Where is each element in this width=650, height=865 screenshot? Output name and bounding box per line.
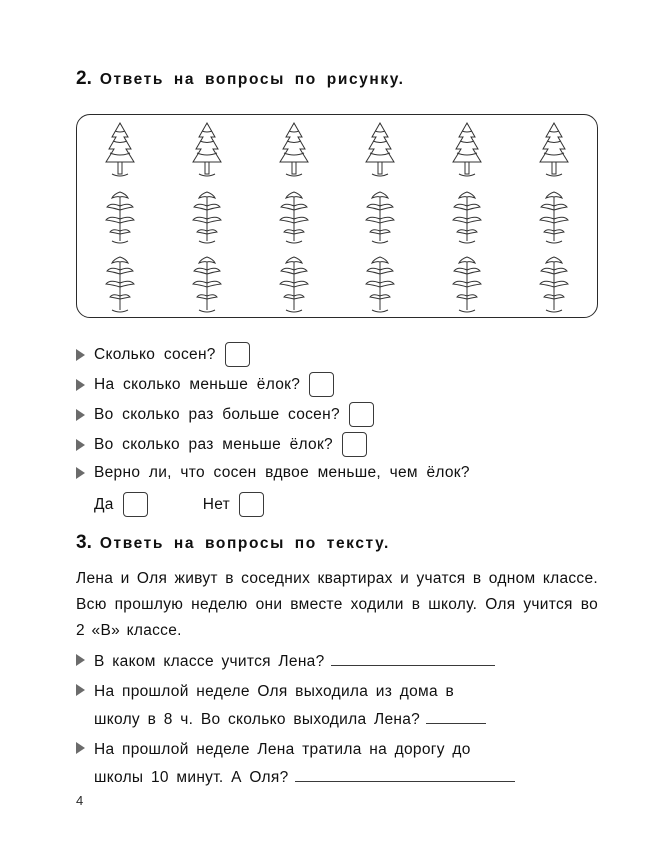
yes-checkbox[interactable] xyxy=(123,492,148,517)
page-number: 4 xyxy=(76,793,84,808)
pine-tree-icon xyxy=(98,186,142,246)
question-item xyxy=(76,402,374,427)
fir-tree-icon xyxy=(532,119,576,179)
question-body xyxy=(94,678,486,734)
no-checkbox[interactable] xyxy=(239,492,264,517)
question-text-line-1: На прошлой неделе Лена тратила на дорогу до xyxy=(94,741,471,758)
question-item xyxy=(76,342,250,367)
question-text-line-2: школы 10 минут. А Оля? xyxy=(94,769,289,786)
fir-tree-icon xyxy=(272,119,316,179)
answer-box[interactable] xyxy=(349,402,374,427)
no-label: Нет xyxy=(202,495,231,513)
question-text-line-2: школу в 8 ч. Во сколько выходила Лена? xyxy=(94,711,421,728)
answer-line[interactable] xyxy=(426,710,486,724)
question-text: В каком классе учится Лена? xyxy=(94,653,325,670)
tree-grid xyxy=(77,115,597,317)
answer-box[interactable] xyxy=(309,372,334,397)
pine-tree-icon xyxy=(445,186,489,246)
triangle-bullet-icon xyxy=(76,684,85,696)
triangle-bullet-icon xyxy=(76,379,85,391)
pine-tree-icon xyxy=(272,186,316,246)
question-text: Во сколько раз больше сосен? xyxy=(94,405,340,423)
question-item xyxy=(76,372,334,397)
question-item xyxy=(76,736,598,792)
task-2-number: 2. xyxy=(76,68,92,89)
question-item xyxy=(76,432,367,457)
task-2-heading xyxy=(76,68,404,90)
triangle-bullet-icon xyxy=(76,654,85,666)
question-item xyxy=(76,464,470,482)
task-3-title: Ответь на вопросы по тексту. xyxy=(99,535,390,552)
triangle-bullet-icon xyxy=(76,349,85,361)
pine-tree-icon xyxy=(445,252,489,314)
task-3-heading xyxy=(76,532,390,554)
pine-tree-icon xyxy=(358,252,402,314)
triangle-bullet-icon xyxy=(76,742,85,754)
pine-tree-icon xyxy=(98,252,142,314)
pine-tree-icon xyxy=(272,252,316,314)
fir-tree-icon xyxy=(445,119,489,179)
pine-tree-icon xyxy=(532,186,576,246)
question-item xyxy=(76,648,598,676)
answer-line[interactable] xyxy=(331,652,495,666)
fir-tree-icon xyxy=(185,119,229,179)
yes-no-row xyxy=(94,492,264,517)
pine-tree-icon xyxy=(358,186,402,246)
question-text-line-1: На прошлой неделе Оля выходила из дома в xyxy=(94,683,455,700)
task-3-paragraph: Лена и Оля живут в соседних квартирах и учатся в одном классе. Всю прошлую неделю они вместе ходили в школу. Оля учится во 2 «В» классе. xyxy=(76,570,598,639)
question-text: На сколько меньше ёлок? xyxy=(94,375,301,393)
pine-tree-icon xyxy=(185,186,229,246)
fir-tree-icon xyxy=(98,119,142,179)
triangle-bullet-icon xyxy=(76,439,85,451)
task-2-title: Ответь на вопросы по рисунку. xyxy=(99,71,405,88)
question-body xyxy=(94,648,495,676)
answer-box[interactable] xyxy=(342,432,367,457)
fir-tree-icon xyxy=(358,119,402,179)
question-text: Сколько сосен? xyxy=(94,345,216,363)
triangle-bullet-icon xyxy=(76,467,85,479)
pine-tree-icon xyxy=(532,252,576,314)
picture-frame xyxy=(76,114,598,318)
question-text: Верно ли, что сосен вдвое меньше, чем ёлок? xyxy=(94,464,470,481)
answer-line[interactable] xyxy=(295,768,515,782)
question-text: Во сколько раз меньше ёлок? xyxy=(94,435,333,453)
question-body xyxy=(94,736,515,792)
pine-tree-icon xyxy=(185,252,229,314)
task-3-number: 3. xyxy=(76,532,92,553)
triangle-bullet-icon xyxy=(76,409,85,421)
answer-box[interactable] xyxy=(225,342,250,367)
question-item xyxy=(76,678,598,734)
yes-label: Да xyxy=(94,495,114,513)
